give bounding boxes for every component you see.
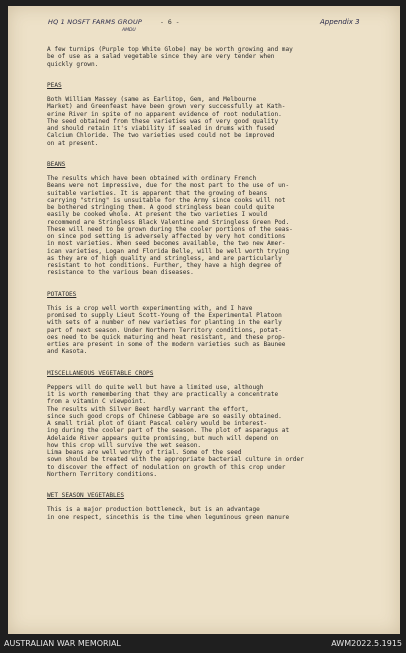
paragraph: This is a crop well worth experimenting with, and I have promised to supply Lieut Scott-Young of the Experimental Platoon with sets of a number of new varieties for planting in the early part of next season. Under Northern Territory conditions, potat- oes need to be quick maturing and heat resistant, and these prop- erties are present in some of the modern varieties such as Baunee and Kasota. bbox=[47, 304, 286, 356]
paragraph: The results which have been obtained with ordinary French Beans were not impressive, due for the most part to the use of un- suitable varieties. It is apparent that the growing of beans carrying "string" is unsuitable for the Army since cooks will not be bothered stringing them. A good stringless bean could quite easily be cooked whole. At present the two varieties I would recommend are Stringless Black Valentine and Stringless Green Pod. These will need to be grown during the cooler portions of the seas- on since pod setting is adversely affected by very hot conditions in most varieties. When seed becomes available, the two new Amer- ican varieties, Logan and Florida Belle, will be well worth trying as they are of high quality and stringless, and are particularly resistant to hot conditions. Further, they have a high degree of resistance to the various bean diseases. bbox=[47, 175, 293, 277]
section-heading: WET SEASON VEGETABLES bbox=[47, 492, 125, 499]
section-heading: PEAS bbox=[47, 81, 62, 89]
archive-source: AUSTRALIAN WAR MEMORIAL bbox=[4, 639, 121, 648]
page-number: - 6 - bbox=[160, 18, 180, 26]
paragraph: The results with Silver Beet hardly warrant the effort, since such good crops of Chinese Cabbage are so easily obtained. bbox=[47, 405, 282, 420]
paragraph: Peppers will do quite well but have a limited use, although it is worth remembering that they are practically a concentrate from a vitamin C viewpoint. bbox=[47, 383, 279, 406]
archive-reference: AWM2022.5.1915 bbox=[331, 639, 402, 648]
section-potatoes bbox=[47, 291, 377, 356]
section-peas bbox=[47, 82, 377, 147]
section-heading: MISCELLANEOUS VEGETABLE CROPS bbox=[47, 369, 154, 377]
paragraph: Both William Massey (same as Earlitop, Gem, and Melbourne Market) and Greenfeast have been grown very successfully at Kath- erine River in spite of no apparent evidence of root nodulation. The seed obtained from these varieties was of very good quality and should retain it's viability if sealed in drums with fused Calcium Chloride. The two varieties used could not be improved on at present. bbox=[47, 96, 286, 147]
paragraph: A small trial plot of Giant Pascal celery would be interest- ing during the cooler part of the season. The plot of asparagus at Adelaide River appears quite promising, but much will depend on how this crop will survive the wet season. bbox=[47, 420, 290, 449]
section-beans bbox=[47, 161, 377, 277]
handwritten-annotation-sub: AMDU bbox=[122, 28, 136, 33]
section-wet-season bbox=[47, 492, 377, 521]
document-body bbox=[47, 46, 377, 521]
paragraph: Lima beans are well worthy of trial. Some of the seed sown should be treated with the appropriate bacterial culture in order to discover the effect of nodulation on growth of this crop under Northern Territory conditions. bbox=[47, 449, 304, 478]
handwritten-annotation: HQ 1 NOSFT FARMS GROUP bbox=[48, 18, 143, 26]
section-misc bbox=[47, 370, 377, 479]
paragraph: This is a major production bottleneck, but is an advantage in one respect, sincethis is the time when leguminous green manure bbox=[47, 506, 290, 521]
section-heading: POTATOES bbox=[47, 290, 77, 298]
appendix-annotation: Appendix 3 bbox=[320, 18, 360, 26]
intro-paragraph: A few turnips (Purple top White Globe) may be worth growing and may be of use as a salad vegetable since they are very tender when quickly grown. bbox=[47, 46, 293, 68]
section-heading: BEANS bbox=[47, 160, 66, 168]
archive-footer bbox=[0, 634, 406, 653]
